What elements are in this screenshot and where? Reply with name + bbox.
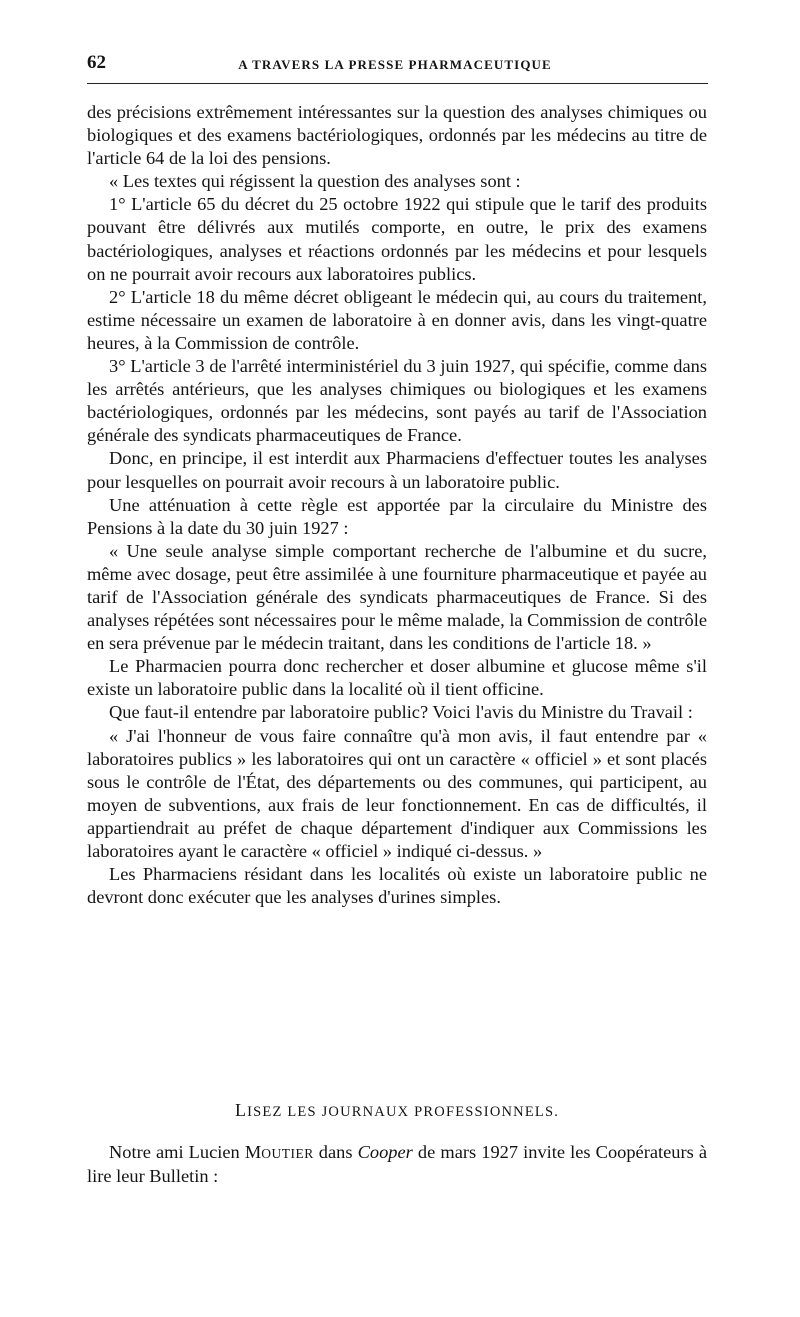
running-head: A TRAVERS LA PRESSE PHARMACEUTIQUE — [238, 57, 552, 72]
section-title — [87, 1100, 707, 1121]
closing-middle: dans — [313, 1142, 358, 1162]
paragraph: « Une seule analyse simple comportant recherche de l'albumine et du sucre, même avec dosage, peut être assimilée à une fourniture pharmaceutique et payée au tarif de l'Association générale des syndicats pharmaceutiques de France. Si des analyses répétées sont nécessaires pour le même malade, la Commission de contrôle en sera prévenue par le médecin traitant, dans les conditions de l'article 18. » — [87, 540, 707, 654]
paragraph — [87, 1141, 707, 1188]
paragraph: 1° L'article 65 du décret du 25 octobre 1922 qui stipule que le tarif des produits pouvant être délivrés aux mutilés comporte, en outre, le prix des examens bactériologiques, analyses et réactions ordonnés par les médecins et pour lesquels on ne pourrait avoir recours aux laboratoires publics. — [87, 194, 707, 284]
closing-suffix: de mars 1927 invite les Coopérateurs à lire leur Bulletin : — [87, 1142, 707, 1187]
paragraph: « J'ai l'honneur de vous faire connaître qu'à mon avis, il faut entendre par « laboratoires publics » les laboratoires qui ont un caractère « officiel » et sont placés sous le contrôle de l'État, des départements ou des communes, qui participent, au moyen de subventions, aux frais de leur fonctionnement. En cas de difficultés, il appartiendrait au préfet de chaque département d'indiquer aux Commissions les laboratoires ayant le caractère « officiel » indiqué ci-dessus. » — [87, 725, 707, 861]
author-name-rest: OUTIER — [261, 1146, 314, 1161]
section-title-initial: L — [234, 1100, 248, 1120]
paragraph: 2° L'article 18 du même décret obligeant le médecin qui, au cours du traitement, estime nécessaire un examen de laboratoire à en donner avis, dans les vingt-quatre heures, à la Commission de contrôle. — [87, 286, 707, 353]
header-rule — [87, 83, 708, 84]
publication-title: Cooper — [357, 1142, 413, 1162]
author-name-initial: M — [244, 1142, 262, 1162]
closing-prefix: Notre ami Lucien — [109, 1142, 245, 1162]
page-number: 62 — [87, 52, 106, 73]
author-name — [245, 1142, 314, 1162]
paragraph: Le Pharmacien pourra donc rechercher et doser albumine et glucose même s'il existe un laboratoire public dans la localité où il tient officine. — [87, 656, 707, 700]
paragraph: des précisions extrêmement intéressantes sur la question des analyses chimiques ou biologiques et des examens bactériologiques, ordonnés par les médecins au titre de l'article 64 de la loi des pensions. — [87, 102, 707, 169]
paragraph: « Les textes qui régissent la question des analyses sont : — [109, 171, 521, 192]
paragraph: Une atténuation à cette règle est apportée par la circulaire du Ministre des Pensions à la date du 30 juin 1927 : — [87, 494, 707, 538]
closing-text — [87, 1141, 707, 1188]
paragraph: Que faut-il entendre par laboratoire public? Voici l'avis du Ministre du Travail : — [109, 702, 693, 723]
body-text — [87, 101, 707, 909]
paragraph: 3° L'article 3 de l'arrêté interministériel du 3 juin 1927, qui spécifie, comme dans les arrêtés antérieurs, que les analyses chimiques ou biologiques et les examens bactériologiques, ordonnés par les médecins, sont payés au tarif de l'Association générale des syndicats pharmaceutiques de France. — [87, 356, 707, 446]
page-header — [87, 52, 703, 76]
paragraph: Les Pharmaciens résidant dans les localités où existe un laboratoire public ne devront donc exécuter que les analyses d'urines simples. — [87, 864, 707, 908]
section-title-rest: ISEZ LES JOURNAUX PROFESSIONNELS. — [247, 1104, 560, 1120]
paragraph: Donc, en principe, il est interdit aux Pharmaciens d'effectuer toutes les analyses pour lesquelles on pourrait avoir recours à un laboratoire public. — [87, 448, 707, 492]
